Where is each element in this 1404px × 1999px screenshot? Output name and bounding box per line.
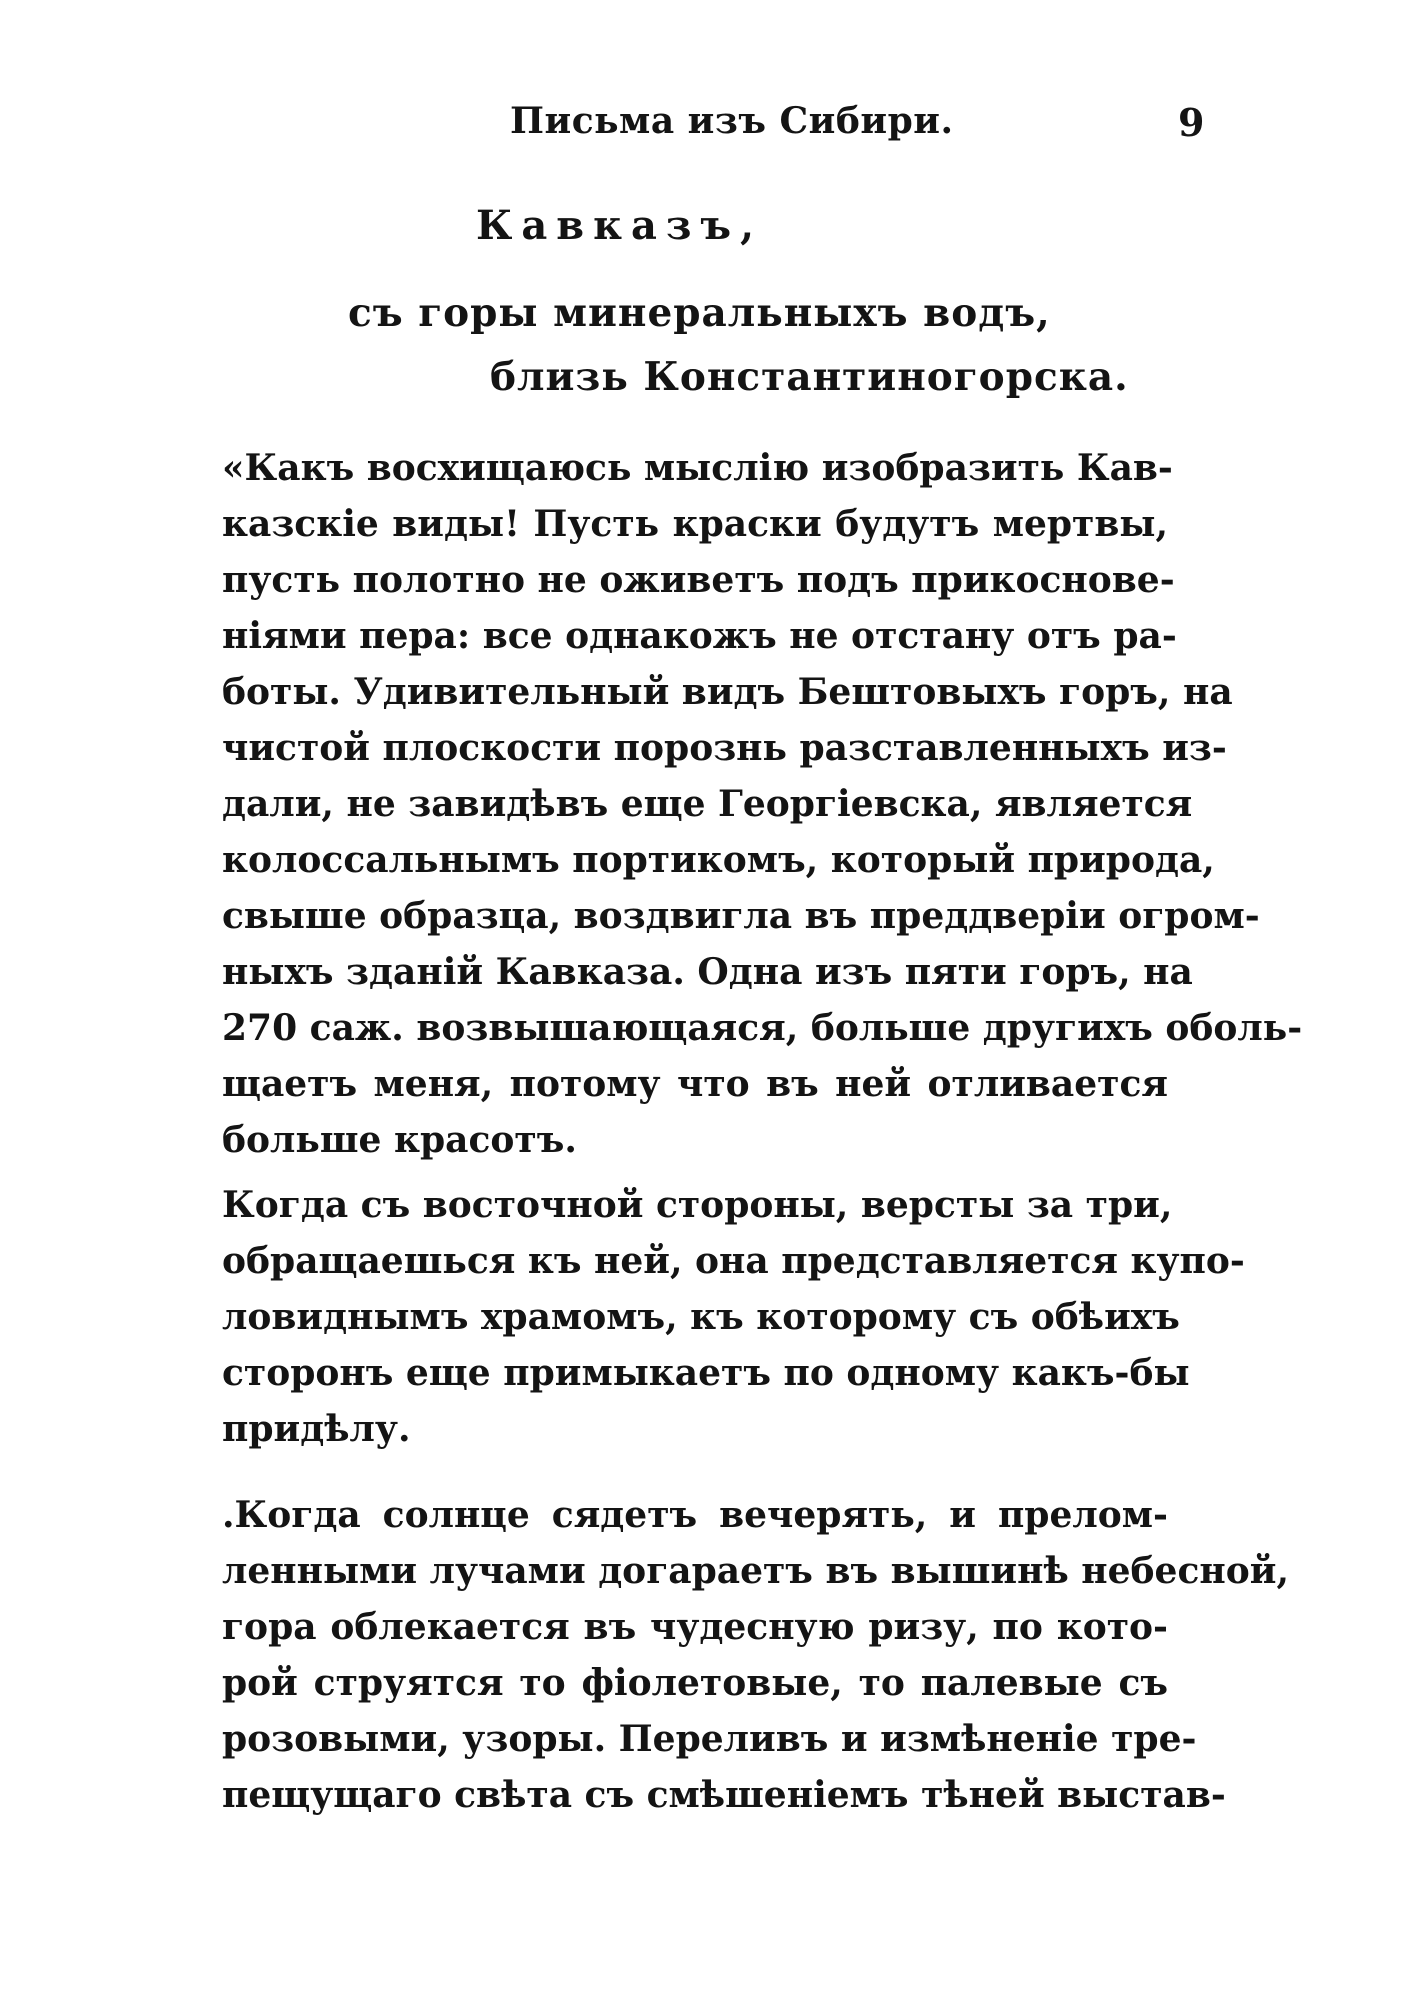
text-line: Когда съ восточной стороны, версты за три, bbox=[222, 1184, 1173, 1226]
text-line: гора облекается въ чудесную ризу, по кото- bbox=[222, 1606, 1168, 1648]
paragraph-1 bbox=[222, 440, 1303, 1168]
letter-heading-place: Кавказъ, bbox=[476, 202, 764, 249]
letter-heading-location-near: близь Константиногорска. bbox=[490, 354, 1129, 400]
paragraph-3 bbox=[222, 1487, 1289, 1823]
letter-heading-location: съ горы минеральныхъ водъ, bbox=[348, 290, 1051, 336]
text-line: колоссальнымъ портикомъ, который природа, bbox=[222, 839, 1215, 881]
text-line: .Когда солнце сядетъ вечерять, и прелом- bbox=[222, 1494, 1168, 1536]
paragraph-2 bbox=[222, 1177, 1245, 1457]
running-head: Письма изъ Сибири. bbox=[510, 100, 954, 142]
text-line: 270 саж. возвышающаяся, больше другихъ оболь- bbox=[222, 1007, 1303, 1049]
text-line: ловиднымъ храмомъ, къ которому съ обѣихъ bbox=[222, 1296, 1180, 1338]
text-line: свыше образца, воздвигла въ преддверіи огром- bbox=[222, 895, 1260, 937]
text-line: ленными лучами догараетъ въ вышинѣ небесной, bbox=[222, 1550, 1289, 1592]
text-line: дали, не завидѣвъ еще Георгіевска, является bbox=[222, 783, 1193, 825]
text-line: пещущаго свѣта съ смѣшеніемъ тѣней выстав- bbox=[222, 1774, 1226, 1816]
text-line: боты. Удивительный видъ Бештовыхъ горъ, на bbox=[222, 671, 1233, 713]
text-line: придѣлу. bbox=[222, 1408, 411, 1450]
text-line: обращаешься къ ней, она представляется купо- bbox=[222, 1240, 1245, 1282]
page-number: 9 bbox=[1178, 100, 1205, 145]
text-line: щаетъ меня, потому что въ ней отливается bbox=[222, 1063, 1168, 1105]
text-line: сторонъ еще примыкаетъ по одному какъ-бы bbox=[222, 1352, 1190, 1394]
text-line: больше красотъ. bbox=[222, 1119, 577, 1161]
text-line: казскіе виды! Пусть краски будутъ мертвы, bbox=[222, 503, 1168, 545]
text-line: пусть полотно не оживетъ подъ прикоснове- bbox=[222, 559, 1175, 601]
text-line: чистой плоскости порознь разставленныхъ из- bbox=[222, 727, 1227, 769]
text-line: розовыми, узоры. Переливъ и измѣненіе тре- bbox=[222, 1718, 1197, 1760]
text-line: ніями пера: все однакожъ не отстану отъ ра- bbox=[222, 615, 1177, 657]
text-line: «Какъ восхищаюсь мыслію изобразить Кав- bbox=[222, 447, 1173, 489]
text-line: ныхъ зданій Кавказа. Одна изъ пяти горъ, на bbox=[222, 951, 1193, 993]
text-line: рой струятся то фіолетовые, то палевые съ bbox=[222, 1662, 1168, 1704]
